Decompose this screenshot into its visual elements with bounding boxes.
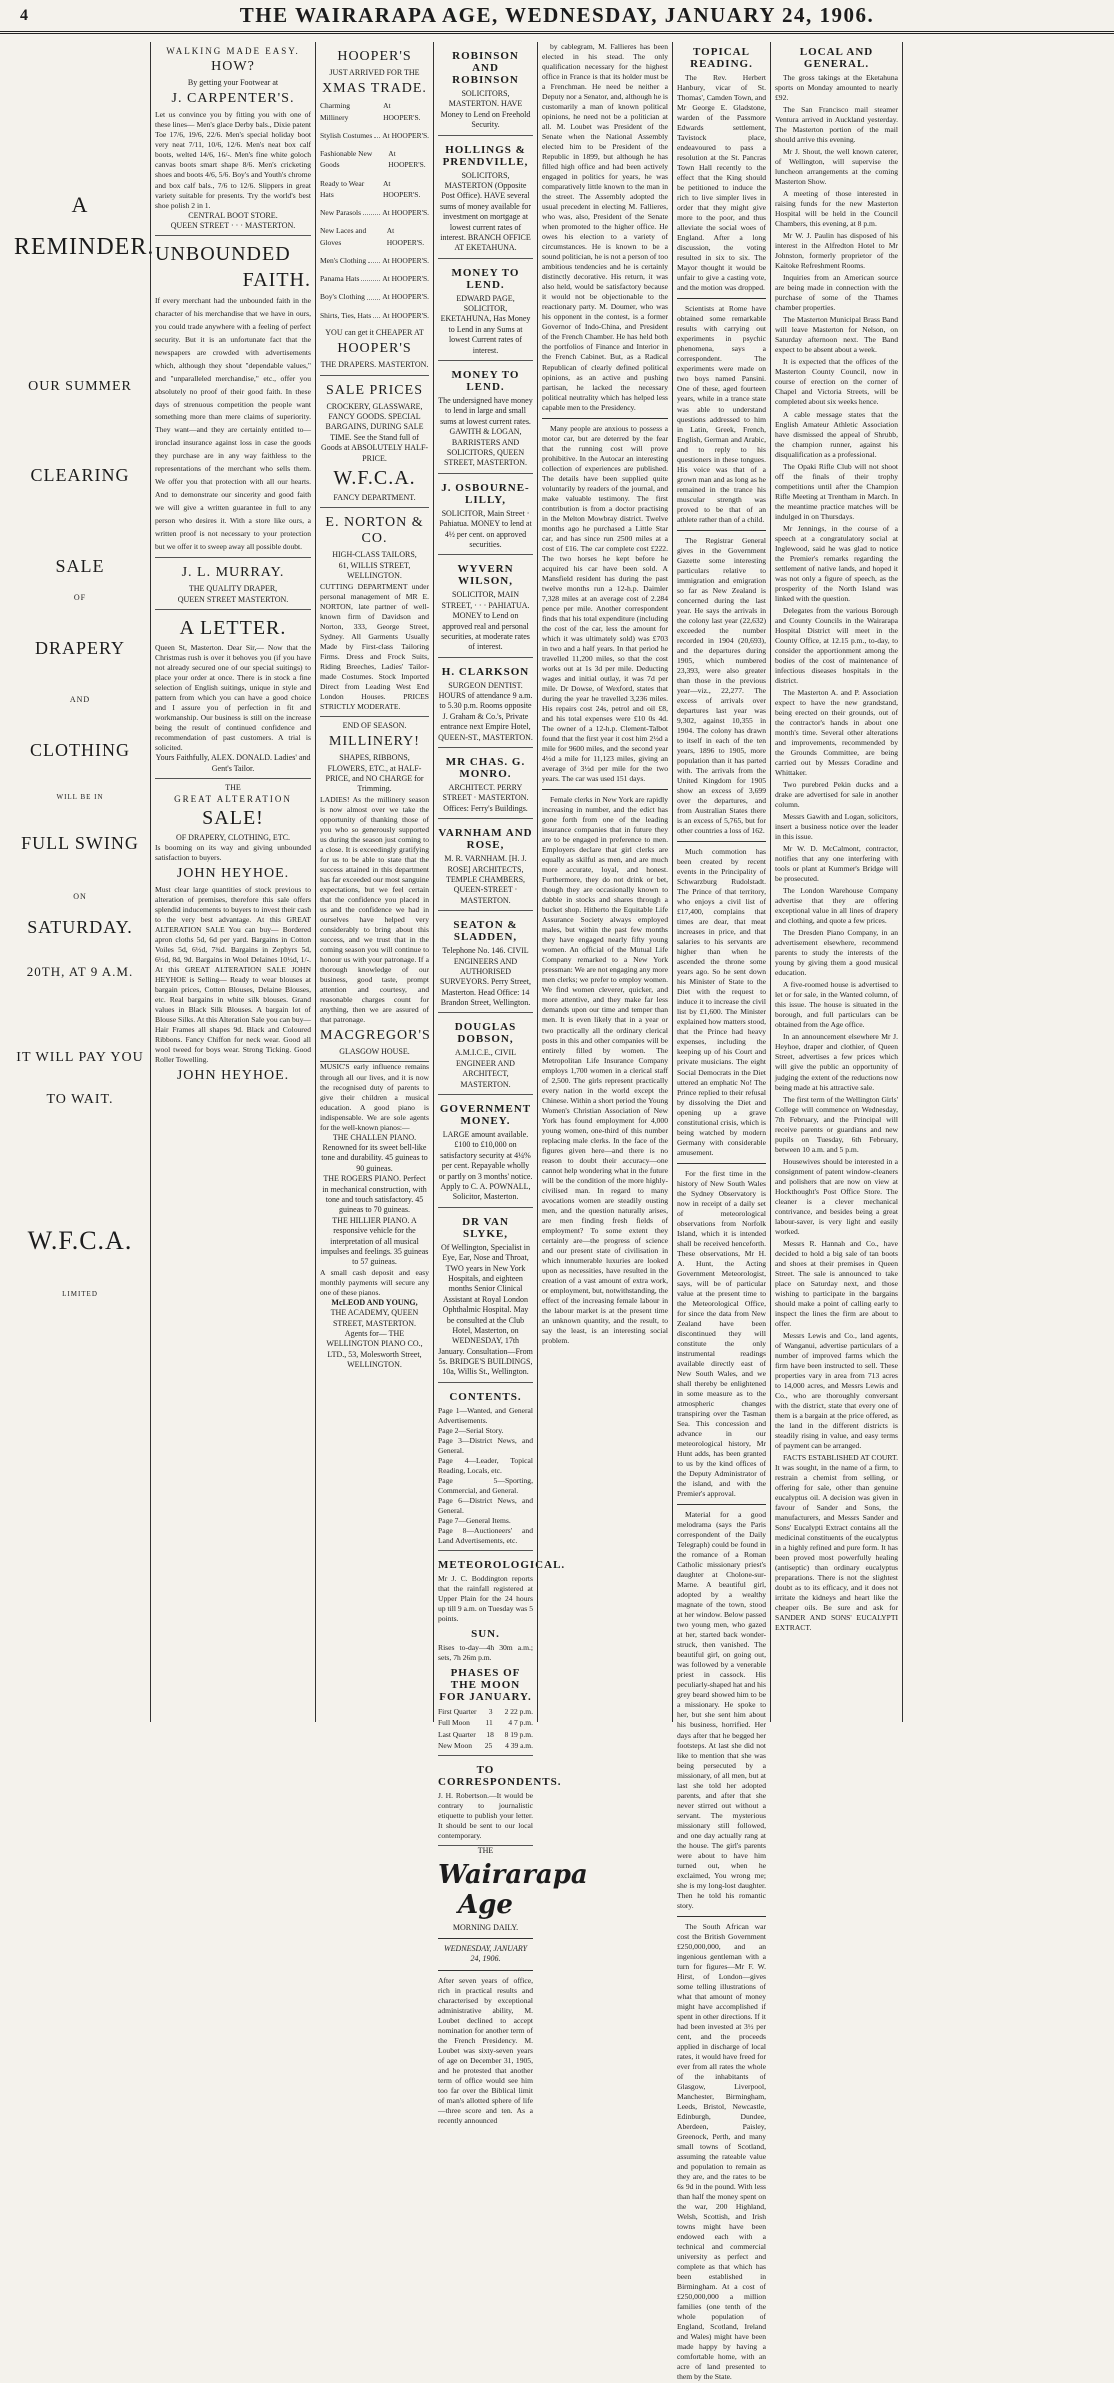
letter-ad (155, 610, 311, 779)
hoopers-item-list (320, 100, 429, 321)
millinery-end: END OF SEASON. (342, 720, 407, 730)
page-number: 4 (20, 6, 28, 24)
letter-sign: Yours Faithfully, ALEX. DONALD. Ladies' and Gent's Tailor. (155, 753, 311, 773)
hoopers-name-footer: HOOPER'S (337, 341, 412, 357)
hoopers-item (320, 291, 429, 302)
heyhoe-great: GREAT ALTERATION (174, 793, 292, 804)
professional-ad-name: SEATON & SLADDEN, (453, 919, 518, 944)
carpenter-headline: WALKING MADE EASY. (166, 46, 300, 56)
contents-entry: Page 2—Serial Story. (438, 1425, 504, 1435)
professional-ad (438, 259, 533, 361)
letter-body: Queen St, Masterton. Dear Sir,— Now that the Christmas rush is over it behoves you (if you have not already secured one of our special suitings) to place your order at once. There is in stock a fine selection of English suitings, unique in style and pattern from which you can have a good choice and I assure you of perfection in fit and workmanship. Our business is still on the increase being the result of continued confidence and recommendation of past customers. A trial is solicited. (155, 643, 311, 753)
meteorological-headline: METEOROLOGICAL. (438, 1559, 566, 1572)
moon-phase: First Quarter (438, 1707, 477, 1717)
reminder-line: ON (73, 892, 87, 901)
sun-headline: SUN. (471, 1628, 500, 1641)
leader-start: After seven years of office, rich in practical results and characterised by exceptional administrative ability, M. Loubet declined to accept nomination for another term of the French Presidency. M. Loubet was sixty-seven years of age on December 31, 1905, and he protested that another term of office would see him too far over the Biblical limit of man's allotted sphere of life—three score and ten. As a recently announced (438, 1975, 533, 2126)
faith-headline-1: UNBOUNDED (155, 243, 291, 266)
reminder-line: REMINDER. (14, 234, 155, 260)
contents-section (438, 1383, 533, 1551)
correspondents-body: J. H. Robertson.—It would be contrary to journalistic etiquette to publish your letter. It should be sent to our local contemporary. (438, 1791, 533, 1841)
professional-ad (438, 1013, 533, 1095)
dot-leader (363, 207, 380, 215)
heyhoe-intro: Is booming on its way and giving unbounded satisfaction to buyers. (155, 842, 311, 862)
column-reminder-ad (10, 42, 155, 1722)
mcleod-sub: THE ACADEMY, QUEEN STREET, MASTERTON. (330, 1308, 419, 1328)
contents-entry: Page 7—General Items. (438, 1516, 511, 1526)
hoopers-item-name: Panama Hats (320, 274, 360, 284)
professional-ad-name: MONEY TO LEND. (451, 266, 520, 291)
piano-body: MUSIC'S early influence remains through all our lives, and it is now the recognised duty of parents to give their children a musical education. A good piano is indispensable. We are sole agents for the well-known pianos:— (320, 1062, 429, 1132)
column-4 (433, 42, 588, 2126)
reminder-line: WILL BE IN (56, 793, 104, 801)
paragraph-divider (677, 841, 766, 842)
hoopers-item (320, 100, 429, 123)
local-paragraph: Messrs Gawith and Logan, solicitors, insert a business notice over the leader in this issue. (775, 812, 898, 842)
macgregor-sub: GLASGOW HOUSE. (339, 1047, 410, 1057)
topical-paragraph: The South African war cost the British Government £250,000,000, and an ingenious gentleman with a turn for figures—Mr F. W. Hirst, of London—gives some telling illustrations of what that amount of money might have accomplished if spent in other directions. If it had been invested at 3½ per cent, and the proceeds applied in discharge of local rates, it would have freed for ever from all rates the whole of the inhabitants of Glasgow, Liverpool, Manchester, Birmingham, Leeds, Bristol, Newcastle, Edinburgh, Dundee, Aberdeen, Paisley, Greenock, Perth, and many small towns of Scotland, assuming the rateable value and population to remain as they are, and the rates to be 6s 9d in the pound. With less than half the money spent on the war, 200 Highland, Welsh, Scottish, and Irish towns might have been endowed each with a technical and commercial university as perfect and complete as that which has been established in Birmingham. At a cost of £250,000,000 a million families (one tenth of the whole population of England, Scotland, Ireland and Wales) might have been made happy by having a comfortable home, with an acre of land presented to them by the State. (677, 1921, 766, 2382)
hoopers-item-name: New Laces and Gloves (320, 226, 367, 247)
letter-headline: A LETTER. (179, 617, 287, 640)
hoopers-item-where: At HOOPER'S. (382, 208, 429, 218)
professional-ad-name: VARNHAM AND ROSE, (438, 827, 533, 852)
reminder-line: A (71, 192, 89, 217)
norton-ad (320, 508, 429, 716)
motor-car-article: Many people are anxious to possess a motor car, but are deterred by the fear that the running cost will prove prohibitive. In the Autocar an interesting collection of experiences are published. The details have been supplied quite voluntarily by readers of the journal, and make valuable testimony. The first contribution is from a doctor practising in the Melton Mowbray district. Twelve months ago he purchased a Little Star car, and has since run 2500 miles at a cost of £16. The car complete cost £222. The two horses he kept before he acquired his car have been sold. A Mansfield resident has during the past twelve months run a 12-h.p. Daimler 7,328 miles at an average cost of 2.284 pence per mile. Another correspondent finds that his total expenditure (including the cost of the car, less the amount for which it was ultimately sold) was £703 in two and a half years. In that period he travelled 11,200 miles, so that the cost works out at 1s 3d per mile. Deducting wages and initial outlay, it was 7d per mile. Dr Dowse, of Wexford, states that during the year he travelled 3,236 miles. His repairs cost 24s, petrol and oil £8, and his total expenses were £10 0s 4d. The owner of a 12-h.p. Clement-Talbot found that the first year it cost him 2½d a mile for 9600 miles, and the second year 4½d a mile for 11,123 miles, giving an average of 3½d per mile for the two years. The car was used 151 days. (542, 423, 668, 784)
reminder-line: CLEARING (30, 465, 130, 485)
faith-headline-2: FAITH. (242, 269, 311, 292)
local-paragraph: Housewives should be interested in a consignment of patent window-cleaners and polishers that are now on view at Hockthought's Post Office Store. The cleaner is a clever mechanical contrivance, and besides being a great labour-saver, is very light and easily worked. (775, 1156, 898, 1236)
norton-name: E. NORTON & CO. (325, 515, 424, 547)
professional-ad-text: SOLICITOR, MAIN STREET, · · · PAHIATUA. MONEY to Lend on approved real and personal securities, at moderate rates of interest. (441, 590, 530, 652)
hoopers-ad (320, 42, 429, 376)
meteorological-section (438, 1551, 566, 1756)
dot-leader (367, 291, 380, 299)
millinery-list: SHAPES, RIBBONS, FLOWERS, ETC., at HALF-PRICE, and NO CHARGE for Trimming. (325, 753, 424, 794)
unbounded-faith-ad (155, 236, 311, 558)
reminder-line: IT WILL PAY YOU (16, 1050, 144, 1065)
murray-name: J. L. MURRAY. (181, 565, 285, 581)
local-paragraph: In an announcement elsewhere Mr J. Heyhoe, draper and clothier, of Queen Street, advertises a few prices which will give the public an opportunity of judging the extent of the reductions now being made at his attractive sale. (775, 1032, 898, 1092)
professional-ad-text: SURGEON DENTIST. HOURS of attendance 9 a.m. to 5.30 p.m. Rooms opposite J. Graham & Co.'s, Private entrance next Empire Hotel, QUEEN-ST., MASTERTON. (438, 680, 533, 742)
professional-ad-name: MONEY TO LEND. (451, 369, 520, 394)
contents-headline: CONTENTS. (449, 1390, 522, 1403)
piano-item: THE HILLIER PIANO. A responsive vehicle for the interpretation of all musical impulses and feelings. 35 guineas to 57 guineas. (320, 1215, 429, 1267)
local-paragraph: Mr Jennings, in the course of a speech at a congratulatory social at Inglewood, said he was glad to notice the Premier's remarks regarding the settlement of native lands, and hoped it was not only a figure of speech, as the prosperity of the North Island was linked with the question. (775, 523, 898, 603)
local-paragraph: The Dresden Piano Company, in an advertisement elsewhere, recommend parents to study the interests of the young by giving them a good musical education. (775, 928, 898, 978)
hoopers-item-where: At HOOPER'S. (382, 274, 429, 284)
local-paragraph: The Opaki Rifle Club will not shoot off the finals of their trophy competitions until after the Champion Rifle Meeting at Trentham in March. In the meantime practice matches will be indulged in on Thursdays. (775, 461, 898, 521)
piano-terms: A small cash deposit and easy monthly payments will secure any one of these pianos. (320, 1267, 429, 1297)
local-paragraph: Messrs R. Hannah and Co., have decided to hold a big sale of tan boots and shoes at their premises in Queen Street. The sale is announced to take place on Saturday next, and those wishing to participate in the bargains should make a point of calling early to inspect the lines the firm are about to offer. (775, 1238, 898, 1328)
professional-ads (438, 42, 533, 1383)
murray-ad (155, 558, 311, 610)
local-paragraph: A five-roomed house is advertised to let or for sale, in the Wanted column, of this issue. The house is situated in the borough, and full particulars can be obtained from the Age office. (775, 980, 898, 1030)
local-paragraph: The London Warehouse Company advertise that they are offering exceptional value in all lines of drapery and clothing, and quote a few prices. (775, 886, 898, 926)
meteorological-body: Mr J. C. Boddington reports that the rainfall registered at Upper Plain for the 24 hours up till 9 a.m. on Tuesday was 5 points. (438, 1574, 533, 1624)
professional-ad (438, 42, 533, 136)
reminder-line: 20TH, AT 9 A.M. (26, 964, 134, 979)
moon-time: 2 22 p.m. (504, 1707, 533, 1717)
professional-ad-text: The undersigned have money to lend in large and small sums at lowest current rates. GAWITH & LOGAN, BARRISTERS AND SOLICITORS, QUEEN STREET, MASTERTON. (438, 396, 533, 468)
topical-paragraphs (677, 73, 766, 2383)
hoopers-item-name: New Parasols (320, 208, 362, 218)
carpenter-by: By getting your Footwear at (187, 78, 279, 87)
professional-ad-text: EDWARD PAGE, SOLICITOR, EKETAHUNA, Has Money to Lend in any Sums at lowest Current rates of interest. (440, 293, 531, 355)
column-3 (315, 42, 433, 1722)
hoopers-xmas: XMAS TRADE. (322, 81, 427, 97)
reminder-line: CLOTHING (30, 740, 130, 760)
local-paragraph: It is expected that the offices of the Masterton County Council, now in course of erection on the corner of Chapel and Victoria Streets, will be completed about six weeks hence. (775, 357, 898, 407)
female-clerks-article: Female clerks in New York are rapidly increasing in number, and the edict has gone forth from one of the leading insurance companies that in future they are to be engaged in preference to men. Employers declare that girl clerks are equally as skilful as men, and are much more accurate, loyal, and honest. Furthermore, they do not drink or bet, though they are occasionally known to dabble in stocks and shares through a bucket shop. Hitherto the Equitable Life Assurance Society always employed males, but within the past few months they have engaged nearly fifty young women. An official of the Mutual Life Company remarked to a New York pressman: We are not engaging any more men clerks; we prefer to employ women. We find women cleverer, quicker, and more attentive, and they make far less demands upon our time and temper than men. It is even likely that in a year or two practically all the ordinary clerical posts in this and other companies will be entirely filled by women. The Metropolitan Life Insurance Company employs 1,700 women in a clerical staff of 2,500. The girls represent practically every nation in the world except the Chinese. Within a short period the Young Women's Christian Association of New York has found employment for 4,000 young women, one-third of this number replacing male clerks. In the face of the figures given here—and there is no reason to doubt their accuracy—one cannot help wondering what in the future will be the condition of the more highly-civilised man. In regard to many avocations women are steadily ousting men, and the question naturally arises, are men finding fresh fields of employment? To some extent they certainly are—the progress of science and our present state of civilisation in which innumerable luxuries are looked upon as necessities, have resulted in the creation of a vast amount of extra work, or employment, but, notwithstanding, the effect of the increasing female labour in the labour market is at the present time an unknown quantity, and the result, to say the least, is an interesting social problem. (542, 795, 668, 1345)
moon-day: 11 (485, 1718, 493, 1728)
carpenter-body: Let us convince you by fitting you with one of these lines— Men's glace Derby bals., Dixie patent Toe 17/6, 19/6, 22/6. Men's special holiday boot very neat 7/11, 10/6, 12/6. Men's neat box calf boots, welted 14/6, 16/-. Men's fine white goloch canvas boots smart shape 8/6. Men's cricketing shoes and boots 4/6, 5/6. Boy's and Youth's chrome and box calf bals., 7/6 to 12/6. Slippers in great variety suitable for presents. Try the world's best shoe polish 2 in 1. (155, 110, 311, 210)
murray-sub: THE QUALITY DRAPER, (188, 584, 278, 594)
piano-item: THE CHALLEN PIANO. Renowned for its sweet bell-like tone and durability. 45 guineas to 90 guineas. (321, 1132, 428, 1173)
paragraph-divider (677, 1916, 766, 1917)
reminder-line: SALE (55, 556, 105, 576)
sun-body: Rises to-day—4h 30m a.m.; sets, 7h 26m p.m. (438, 1643, 533, 1663)
local-paragraph: Mr W. J. Paulin has disposed of his interest in the Alfredton Hotel to Mr Johnston, formerly proprietor of the Kaitoke Refreshment Rooms. (775, 231, 898, 271)
heyhoe-of: OF DRAPERY, CLOTHING, ETC. (175, 832, 291, 842)
topical-paragraph: The Rev. Herbert Hanbury, vicar of St. Thomas', Camden Town, and Mr George E. Gladstone, warden of the Passmore Edwards settlement, Tavistock place, endeavoured to pass a resolution at the St. Pancras Town Hall recently to the effect that the King should be petitioned to induce the rich to live simpler lives in order that they might give more to the poor, and thus alleviate the social woes of England. After a long discussion, the voting resulted in six to six. The Mayor thought it would be unfair to give a casting vote, and the motion was dropped. (677, 73, 766, 293)
professional-ad-text: Of Wellington, Specialist in Eye, Ear, Nose and Throat, TWO years in New York Hospitals, and eighteen months Senior Clinical Assistant at Royal London Ophthalmic Hospital. May be consulted at the Club Hotel, Masterton, on WEDNESDAY, 17th January. Consultation—From 5s. BRIDGE'S BUILDINGS, 10a, Willis St., Wellington. (438, 1242, 533, 1377)
murray-address: QUEEN STREET MASTERTON. (177, 594, 289, 604)
reminder-line: TO WAIT. (46, 1092, 114, 1107)
professional-ad (438, 911, 533, 1013)
norton-sub: HIGH-CLASS TAILORS, (332, 550, 417, 560)
hoopers-item-where: At HOOPER'S. (382, 130, 429, 140)
topical-paragraph: Scientists at Rome have obtained some remarkable results with carrying out experiments in psychic phenomena, says a correspondent. The experiments were made on two boys named Pansini. One of these, aged fourteen years, while in a trance state was able to understand questions addressed to him in Latin, Greek, French, English, German and Arabic, and to reply to his questioners in these tongues. His voice was that of a grown man and as long as he remained in the trance his muscular strength was proved to be that of an athlete rather than of a child. (677, 304, 766, 524)
dot-leader (373, 310, 380, 318)
dot-leader (368, 255, 380, 263)
paper-the: THE (477, 1846, 494, 1856)
paper-logo: Wairarapa Age (438, 1859, 588, 1920)
reminder-line: SATURDAY. (27, 917, 133, 937)
moon-day: 3 (488, 1707, 493, 1717)
hoopers-item-where: At HOOPER'S. (383, 101, 421, 122)
hoopers-item-where: At HOOPER'S. (382, 292, 429, 302)
mcleod-name: McLEOD AND YOUNG, (331, 1297, 418, 1307)
hoopers-item-name: Stylish Costumes (320, 130, 373, 140)
hoopers-drapers: THE DRAPERS. MASTERTON. (320, 360, 429, 370)
carpenter-store: CENTRAL BOOT STORE. (188, 210, 278, 220)
professional-ad-name: H. CLARKSON (441, 665, 530, 678)
local-paragraph: Two purebred Pekin ducks and a drake are advertised for sale in another column. (775, 780, 898, 810)
heyhoe-the: THE (225, 783, 241, 793)
hoopers-item-where: At HOOPER'S. (388, 149, 426, 170)
professional-ad-text: LARGE amount available. £100 to £10,000 on satisfactory security at 4¼% per cent. Repayable wholly or partly on 3 months' notice. Apply to C. A. POWNALL, Solicitor, Masterton. (438, 1130, 533, 1202)
contents-list (438, 1406, 533, 1546)
hoopers-item-name: Boy's Clothing (320, 292, 365, 302)
professional-ad-text: SOLICITORS, MASTERTON. HAVE Money to Lend on Freehold Security. (440, 89, 531, 130)
contents-entry: Page 5—Sporting, Commercial, and General. (438, 1475, 533, 1495)
millinery-headline: MILLINERY! (329, 734, 420, 750)
piano-ad (320, 1062, 429, 1370)
macgregor-name: MACGREGOR'S (320, 1028, 431, 1044)
dot-leader (361, 273, 380, 281)
column-5 (537, 42, 672, 1722)
reminder-line: OF (73, 593, 87, 602)
topical-paragraph: Much commotion has been created by recent events in the Principality of Schwarzburg Rudolstadt. The Prince of that territory, who enjoys a civil list of £17,400, complains that times are dear, that meat increases in price, and that salaries to his servants are higher than when he ascended the throne some years ago. So he sent down his Minister of State to the Diet with the request to induce it to increase the civil list by £1,600. The Minister explained how matters stood, that the Prince had heavy expenses, including the keeping up of his Court and private musicians. The eight Social Democrats in the Diet uttered an emphatic No! The Prince replied to their refusal by dissolving the Diet and opening up a grave constitutional crisis, which is being watched by modern Germany with considerable amusement. (677, 847, 766, 1157)
heyhoe-name: JOHN HEYHOE. (176, 866, 290, 881)
local-paragraph: Delegates from the various Borough and County Councils in the Wairarapa Hospital District will meet in the County Office, at 12.15 p.m., to-day, to consider the apportionment among the bodies of the cost of maintenance of infectious diseases hospitals in the district. (775, 605, 898, 685)
professional-ad-name: ROBINSON AND ROBINSON (452, 50, 519, 86)
moon-day: 25 (484, 1740, 493, 1750)
professional-ad-name: DOUGLAS DOBSON, (454, 1021, 517, 1046)
reminder-line: OUR SUMMER (28, 379, 132, 394)
paragraph-divider (677, 1504, 766, 1505)
professional-ad (438, 1208, 533, 1383)
local-paragraph: A cable message states that the English Amateur Athletic Association have dismissed the appeal of Shrubb, the champion runner, against his disqualification as a professional. (775, 409, 898, 459)
professional-ad-name: J. OSBOURNE-LILLY, (441, 481, 530, 506)
heyhoe-body: Must clear large quantities of stock previous to alteration of premises, therefore this sale offers splendid inducements to buyers to invest their cash to the very best advantage. At this GREAT ALTERATION SALE You can buy— Bordered apron cloths 5d, 6d per yard. Bargains in Cotton Voiles 5d, 6½d, 7¾d. Bargains in Zephyrs 5d, 6½d, 8d, 9d. Bargains in Wool Delaines 10½d, 1/-. At this GREAT ALTERATION SALE JOHN HEYHOE is Selling— Ready to wear blouses at bargain prices, Cotton Blouses, Delaine Blouses, etc. Real bargains in white silk blouses. Grand values in Black Silk Blouses. A bargain lot of Blouse Silks. At this Alteration Sale you can buy— Hair Frames all shapes 9d. Black and Coloured Ribbons. Fancy Chiffon for neck wear. Good all wool tweed for boys wear. Strong Ticking. Good Roller Towelling. (155, 885, 311, 1065)
local-paragraph: FACTS ESTABLISHED AT COURT. It was sought, in the name of a firm, to restrain a chemist from selling, or offering for sale, other than genuine eucalyptus oil. A decision was given in favour of Sander and Sons, the manufacturers, and Messrs Sander and Sons' Eucalypti Extract contains all the medicinal constituents of the eucalyptus in a highly refined and pure form. It has been proved most powerfully healing (antiseptic) than ordinary eucalyptus preparations. There is not the slightest doubt as to its efficacy, and it does not irritate the kidneys and heart like the cheaper oils. Be sure and ask for SANDER AND SONS' EUCALYPTI EXTRACT. (775, 1453, 898, 1633)
local-paragraph: The Masterton A. and P. Association expect to have the new grandstand, being erected on their grounds, out of the contractor's hands in about one month's time. Several other alterations and improvements, recommended by the Grounds Committee, are being carried out by Messrs Coradine and Whittaker. (775, 687, 898, 778)
local-paragraphs (775, 73, 898, 1633)
local-paragraph: The gross takings at the Eketahuna sports on Monday amounted to nearly £92. (775, 73, 898, 103)
reminder-line: AND (69, 695, 91, 704)
contents-entry: Page 8—Auctioneers' and Land Advertisements, etc. (438, 1526, 533, 1546)
local-paragraph: Messrs Lewis and Co., land agents, of Wanganui, advertise particulars of a number of improved farms which the firm have been instructed to sell. These properties vary in area from 713 acres to 14,000 acres, and Messrs Lewis and Co., who are thoroughly conversant with the district, state that every one of them is a bargain at the price offered, as the land in the different districts is steadily rising in value, and easy terms of payment can be arranged. (775, 1330, 898, 1451)
heyhoe-ad (155, 779, 311, 1091)
carpenter-ad (155, 42, 311, 236)
sale-prices-headline: SALE PRICES (326, 382, 423, 398)
norton-address: 61, WILLIS STREET, WELLINGTON. (338, 560, 411, 581)
local-paragraph: Mr W. D. McCalmont, contractor, notifies that any one interfering with tools or plant at Kummer's Bridge will be prosecuted. (775, 844, 898, 884)
leader-continued: by cablegram, M. Fallieres has been elected in his stead. The only qualification necessary for the highest office in France is that its holder must be a Frenchman. He need be neither a Deputy nor a Senator, and, although he is customarily a man of known political opinions, he need not be a politician at all. M. Loubet was President of the Senate when the National Assembly elected him to be President of the Republic in 1899, but although he has filled high office and had been actively engaged in politics for years, he was comparatively little known to the man in the street. The Assembly adopted the usual precedent in electing M. Fallieres, who was, also, President of the Senate when promoted to the higher office. He owes his election to a variety of circumstances. He is known to be a sound politician, he is not a person of too ambitious tendencies and he is certainly distinctly decorative. His return, it was also held, would be satisfactory because it would not be objectionable to the reactionary party. M. Doumer, who was his opponent in the contest, is a former Governor of Indo-China, and President of the French Chamber. He has held both the portfolios of Finance and Interior in the French Cabinet. But, as a Radical Republican of clearly defined political opinions, as an active and pushing partisan, he lacked the necessary political neutrality which has helped less capable men to the Presidency. (542, 42, 668, 412)
contents-entry: Page 4—Leader, Topical Reading, Locals, etc. (438, 1455, 533, 1475)
carpenter-name: J. CARPENTER'S. (171, 91, 295, 107)
topical-paragraph: The Registrar General gives in the Government Gazette some interesting particulars relative to immigration and emigration so far as New Zealand is concerned during the last year. He says the arrivals in the colony last year (22,632) exceeded the number recorded in 1904 (20,693), and the departures during 1905, which numbered 23,393, were also greater than those in the previous year—viz., 22,277. The excess of arrivals over departures last year was 9,302, against 10,355 in 1904. The colony has drawn to itself in each of the ten years, 1896 to 1905, more population than it has parted with. The arrivals from the United Kingdom for 1905 show an excess of 3,699 over the departures, and from Australian States there is an excess of 5,765, but for other countries a loss of 162. (677, 535, 766, 836)
topical-headline: TOPICAL READING. (690, 46, 753, 70)
professional-ad (438, 361, 533, 474)
moon-phase: New Moon (438, 1740, 472, 1750)
professional-ad-text: SOLICITORS, MASTERTON (Opposite Post Office). HAVE several sums of money available for investment on mortgage at lowest current rates of interest. BRANCH OFFICE AT EKETAHUNA. (439, 170, 532, 253)
reminder-ad (14, 192, 155, 1298)
moon-time: 8 19 p.m. (504, 1729, 533, 1739)
professional-ad-name: HOLLINGS & PRENDVILLE, (442, 143, 529, 168)
hoopers-item-where: At HOOPER'S. (382, 310, 429, 320)
moon-time: 4 39 a.m. (505, 1740, 533, 1750)
editorial-section (438, 1846, 588, 2126)
local-paragraph: Inquiries from an American source are being made in connection with the purchase of some of the Thames chamber properties. (775, 273, 898, 313)
correspondents-section (438, 1756, 562, 1846)
carpenter-address: QUEEN STREET · · · MASTERTON. (170, 220, 296, 230)
hoopers-just: JUST ARRIVED FOR THE (329, 68, 420, 77)
hoopers-item (320, 225, 429, 248)
local-headline: LOCAL AND GENERAL. (799, 46, 874, 70)
sale-prices-ad (320, 376, 429, 509)
professional-ad-name: MR CHAS. G. MONRO. (445, 756, 526, 781)
heyhoe-name-footer: JOHN HEYHOE. (176, 1068, 290, 1084)
professional-ad (438, 474, 533, 556)
professional-ad (438, 658, 533, 748)
column-topical-reading (672, 42, 770, 2382)
professional-ad (438, 748, 533, 819)
wfca-sub: FANCY DEPARTMENT. (333, 493, 416, 503)
moon-day: 18 (486, 1729, 494, 1739)
local-paragraph: The Masterton Municipal Brass Band will leave Masterton for Nelson, on Saturday afternoon next. The Band expect to be absent about a week. (775, 315, 898, 355)
topical-paragraph: For the first time in the history of New South Wales the Sydney Observatory is now in receipt of a daily set of meteorological observations from Norfolk Island, which it is intended shall be received henceforth. These observations, Mr H. A. Hunt, the Acting Government Meteorologist, says, will be of particular value at the present time to the Meteorological Office, for since the data from New Zealand have been discontinued they will constitute the only instrumental readings available directly east of New South Wales, and we shall thereby be enlightened in some measure as to the atmospheric changes transpiring over the Tasman Sea. This concession and advance in our meteorological history, Mr Hunt adds, has been granted to us by the kind offices of the Deputy Administrator of the island, and with the Premier's approval. (677, 1168, 766, 1499)
heyhoe-sale: SALE! (202, 806, 264, 829)
sale-prices-body: CROCKERY, GLASSWARE, FANCY GOODS. SPECIAL BARGAINS, DURING SALE TIME. See the Stand full of Goods at ABSOLUTELY HALF-PRICE. (320, 401, 429, 463)
column-local-general (770, 42, 902, 1722)
professional-ad (438, 819, 533, 911)
hoopers-item (320, 273, 429, 284)
local-paragraph: The first term of the Wellington Girls' College will commence on Wednesday, 7th February, and the Principal will receive parents or guardians and new pupils on Tuesday, 6th February, between 10 a.m. and 5 p.m. (775, 1094, 898, 1154)
local-paragraph: A meeting of those interested in raising funds for the new Masterton Hospital will be held in the Council Chambers, this evening, at 8 p.m. (775, 189, 898, 229)
millinery-body: LADIES! As the millinery season is now almost over we take the opportunity of thanking those of you who so generously supported us during the season just coming to a close. It is exceedingly gratifying for us to be able to state that the success attained in this department has far exceeded our most sanguine expectations, but we feel certain that the confidence you placed in us and the confidence we had in ourselves have helped very considerably to bring about this success, and we trust that in the coming season you will continue to honour us with your patronage. If a thorough knowledge of our business, good taste, prompt attention and courtesy, and reasonable charges count for anything, then we are assured of that patronage. (320, 794, 429, 1025)
professional-ad-text: ARCHITECT. PERRY STREET · MASTERTON. Offices: Ferry's Buildings. (442, 783, 529, 813)
contents-entry: Page 3—District News, and General. (438, 1435, 533, 1455)
newspaper-title: THE WAIRARAPA AGE, WEDNESDAY, JANUARY 24, 1906. (239, 3, 875, 27)
piano-list (320, 1133, 429, 1268)
column-2 (150, 42, 315, 1722)
paragraph-divider (677, 298, 766, 299)
hoopers-item (320, 310, 429, 321)
hoopers-item (320, 148, 429, 171)
hoopers-item (320, 255, 429, 266)
hoopers-item-name: Shirts, Ties, Hats (320, 310, 372, 320)
masthead (0, 0, 1114, 34)
reminder-line: LIMITED (62, 1290, 98, 1298)
topical-paragraph: Material for a good melodrama (says the Paris correspondent of the Daily Telegraph) could be found in the romance of a Roman Catholic missionary priest's daughter at Cholone-sur-Marne. A beautiful girl, adopted by a wealthy magnate of the town, stood at her window. Below passed two young men, who gazed at her, started back wonder-struck, then vanished. The beautiful girl, on going out, was followed by a venerable priest in cassock. His peculiarly-shaped hat and his grey beard showed him to be a missionary. He spoke to her, but she sent him about his business, horrified. Her days after that he begged her footsteps. At last she did not like to mention that she was being persecuted by a missionary, of all men, but at last she told her adopted parents, and after that she never stirred out without a servant. The mysterious missionary still followed, and one day actually rang at the house. The girl's parents were about to have him turned out, when he exclaimed, You wrong me; she is my long-lost daughter. Then he told his romantic story. (677, 1510, 766, 1910)
reminder-line: DRAPERY (34, 638, 126, 658)
professional-ad-text: SOLICITOR, Main Street · Pahiatua. MONEY to lend at 4½ per cent. on approved securities. (439, 508, 532, 549)
hoopers-name: HOOPER'S (337, 49, 412, 64)
reminder-line: W.F.C.A. (27, 1226, 133, 1255)
norton-body: CUTTING DEPARTMENT under personal management of MR E. NORTON, late partner of well-known firm of Davidson and Norton, 333, George Street, Sydney. All Garments Usually Made by First-class Tailoring Firms. Dress and Frock Suits, Riding Breeches, Ladies' Tailor-made Costumes. Stock Imported Direct from Leading West End London Houses. PRICES STRICTLY MODERATE. (320, 581, 429, 711)
dot-leader (374, 130, 380, 138)
hoopers-item-name: Charming Millinery (320, 101, 350, 122)
paragraph-divider (677, 1163, 766, 1164)
millinery-ad (320, 717, 429, 1063)
piano-item: THE ROGERS PIANO. Perfect in mechanical construction, with tone and touch satisfactory. 45 guineas to 70 guineas. (322, 1174, 427, 1215)
local-paragraph: Mr J. Shout, the well known caterer, of Wellington, will supervise the luncheon arrangements at the coming Masterton Show. (775, 147, 898, 187)
page-margin (902, 42, 1104, 1722)
hoopers-cheaper: YOU can get it CHEAPER AT (325, 327, 424, 337)
professional-ad-name: GOVERNMENT MONEY. (439, 1103, 532, 1128)
hoopers-item-where: At HOOPER'S. (382, 178, 421, 199)
hoopers-item-where: At HOOPER'S. (382, 255, 429, 265)
hoopers-item (320, 207, 429, 218)
hoopers-item-name: Ready to Wear Hats (320, 178, 365, 199)
hoopers-item-where: At HOOPER'S. (386, 226, 425, 247)
paper-date: WEDNESDAY, JANUARY 24, 1906. (443, 1944, 528, 1964)
moon-phase: Last Quarter (438, 1729, 476, 1739)
professional-ad-name: DR VAN SLYKE, (462, 1215, 509, 1240)
moon-row (438, 1706, 533, 1717)
professional-ad (438, 1095, 533, 1208)
local-paragraph: The San Francisco mail steamer Ventura arrived in Auckland yesterday. The Masterton portion of the mail should arrive this evening. (775, 105, 898, 145)
hoopers-item (320, 178, 429, 201)
hoopers-item-name: Fashionable New Goods (320, 149, 373, 170)
professional-ad (438, 555, 533, 657)
professional-ad-text: M. R. VARNHAM. [H. J. ROSE] ARCHITECTS, TEMPLE CHAMBERS, QUEEN-STREET · MASTERTON. (444, 854, 527, 905)
contents-entry: Page 1—Wanted, and General Advertisements. (438, 1405, 533, 1425)
paragraph-divider (677, 530, 766, 531)
hoopers-item-name: Men's Clothing (320, 255, 367, 265)
moon-row (438, 1740, 533, 1751)
correspondents-headline: TO CORRESPONDENTS. (438, 1764, 562, 1789)
professional-ad-text: Telephone No. 146. CIVIL ENGINEERS AND AUTHORISED SURVEYORS. Perry Street, Masterton. Head Office: 14 Brandon Street, Wellington. (440, 946, 531, 1008)
faith-body: If every merchant had the unbounded faith in the character of his merchandise that we have in ours, you could trade anywhere with a feeling of perfect security. But it is an unfortunate fact that the newspapers are crowded with advertisements which, although they shout "dependable values," and "unparalleled merchandise," etc., offer you absolutely no proof of their good faith. In these days of strenuous competition the people want something more than mere claims of superiority. They want—and they are certainly entitled to—ironclad insurance against loss in case the goods they purchase are in any way faithless to the representations of the merchant who sells them. We offer you that protection with all our hearts. And to demonstrate our sincerity and good faith we will give a written guarantee in full to any person who desires it. With a store like ours, a written proof is not necessary to your protection but we offer it to sweep away all possible doubt. (155, 296, 311, 551)
moon-row (438, 1729, 533, 1740)
professional-ad-name: WYVERN WILSON, (457, 563, 514, 588)
moon-headline: PHASES OF THE MOON FOR JANUARY. (439, 1667, 532, 1704)
mcleod-agents: Agents for— THE WELLINGTON PIANO CO., LTD., 53, Molesworth Street, WELLINGTON. (326, 1328, 423, 1370)
professional-ad (438, 136, 533, 259)
professional-ad-text: A.M.I.C.E., CIVIL ENGINEER AND ARCHITECT, MASTERTON. (454, 1048, 517, 1089)
moon-row (438, 1717, 533, 1728)
carpenter-how: HOW? (211, 59, 255, 74)
paper-sub: MORNING DAILY. (452, 1922, 519, 1932)
moon-time: 4 7 p.m. (508, 1718, 533, 1728)
reminder-line: FULL SWING (21, 833, 139, 853)
moon-phase: Full Moon (438, 1718, 470, 1728)
hoopers-item (320, 130, 429, 141)
wfca-logo: W.F.C.A. (333, 467, 416, 490)
moon-table (438, 1706, 533, 1751)
contents-entry: Page 6—District News, and General. (438, 1496, 533, 1516)
